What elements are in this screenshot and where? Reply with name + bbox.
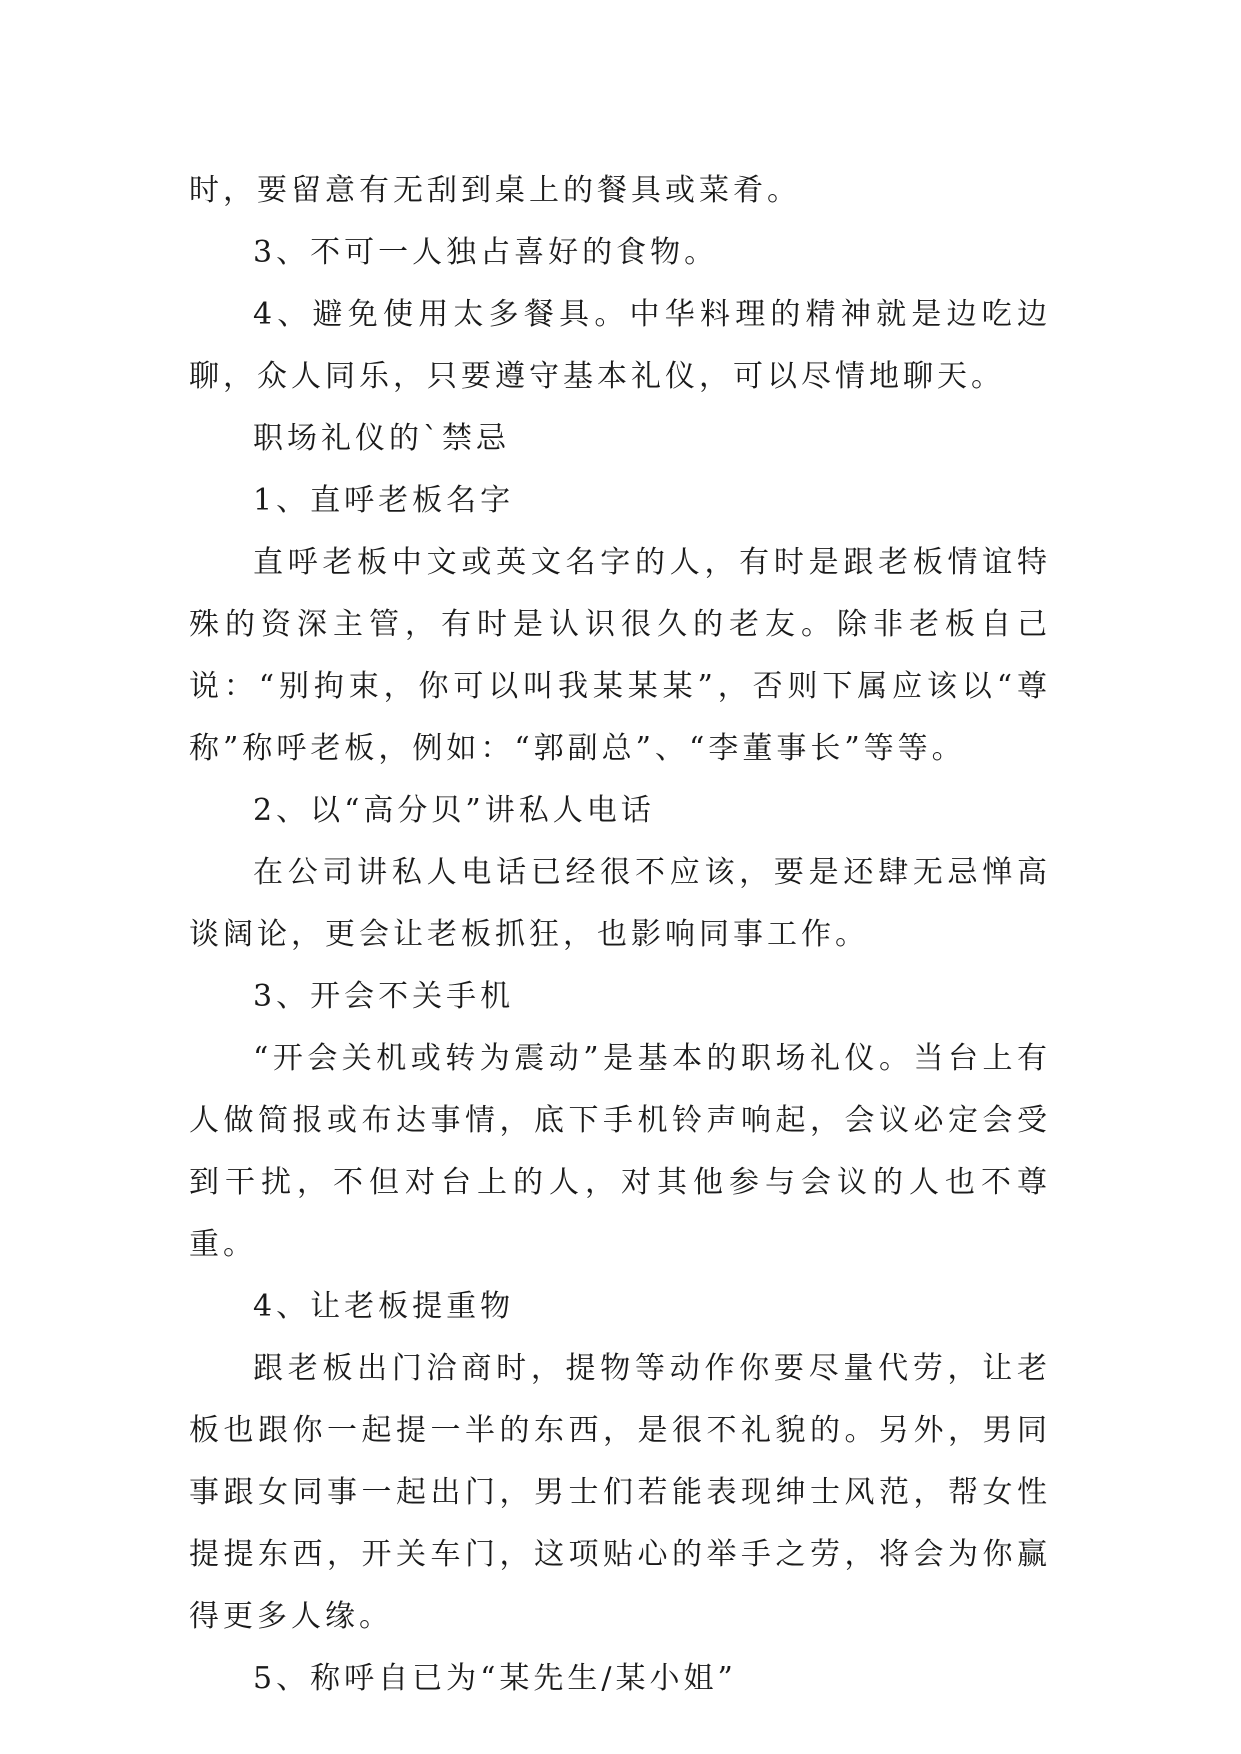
paragraph: 时，要留意有无刮到桌上的餐具或菜肴。 — [189, 173, 801, 208]
list-item-heading: 5、称呼自已为“某先生/某小姐” — [253, 1661, 737, 1696]
paragraph: 跟老板出门洽商时，提物等动作你要尽量代劳，让老板也跟你一起提一半的东西，是很不礼貌的。另外，男同事跟女同事一起出门，男士们若能表现绅士风范，帮女性提提东西，开关车门，这项贴心的举手之劳，将会为你赢得更多人缘。 — [189, 1351, 1051, 1634]
list-item-heading: 2、以“高分贝”讲私人电话 — [253, 793, 655, 828]
paragraph: 在公司讲私人电话已经很不应该，要是还肆无忌惮高谈阔论，更会让老板抓狂，也影响同事工作。 — [189, 855, 1051, 952]
paragraph: 4、避免使用太多餐具。中华料理的精神就是边吃边聊，众人同乐，只要遵守基本礼仪，可以尽情地聊天。 — [189, 297, 1051, 394]
paragraph: “开会关机或转为震动”是基本的职场礼仪。当台上有人做简报或布达事情，底下手机铃声响起，会议必定会受到干扰，不但对台上的人，对其他参与会议的人也不尊重。 — [189, 1041, 1051, 1262]
list-item-heading: 1、直呼老板名字 — [253, 483, 515, 518]
paragraph: 3、不可一人独占喜好的食物。 — [253, 235, 719, 270]
section-heading: 职场礼仪的`禁忌 — [253, 421, 510, 456]
list-item-heading: 3、开会不关手机 — [253, 979, 515, 1014]
paragraph: 直呼老板中文或英文名字的人，有时是跟老板情谊特殊的资深主管，有时是认识很久的老友。除非老板自己说：“别拘束，你可以叫我某某某”，否则下属应该以“尊称”称呼老板，例如：“郭副总”、“李董事长”等等。 — [189, 545, 1051, 766]
document-body — [189, 160, 1051, 1710]
list-item-heading: 4、让老板提重物 — [253, 1289, 515, 1324]
